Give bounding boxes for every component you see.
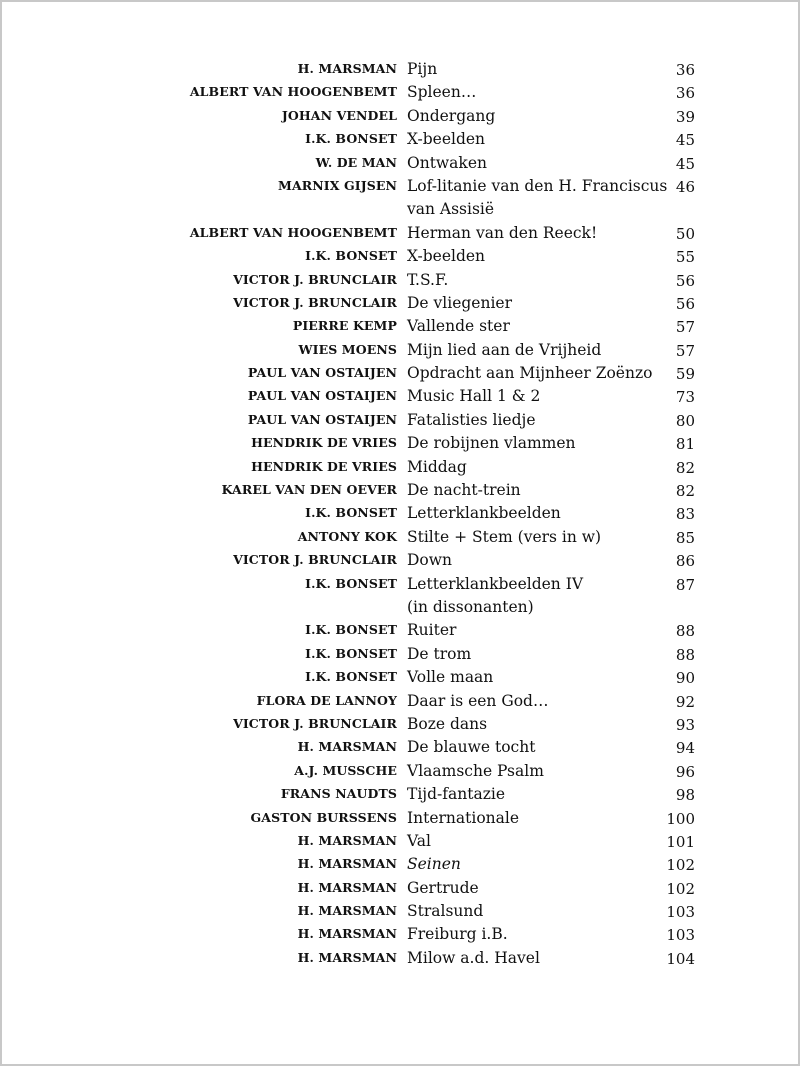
- toc-title: Seinen: [407, 855, 461, 874]
- toc-author: H. MARSMAN: [297, 739, 397, 755]
- toc-entry: [2, 175, 800, 222]
- toc-entry: [2, 339, 800, 362]
- toc-author: GASTON BURSSENS: [250, 809, 397, 825]
- toc-page-number: 80: [675, 411, 695, 430]
- toc-author: I.K. BONSET: [305, 131, 397, 147]
- toc-entry: [2, 58, 800, 81]
- toc-title: Middag: [407, 457, 467, 476]
- toc-page-number: 83: [675, 505, 695, 524]
- toc-page-number: 57: [675, 318, 695, 337]
- toc-title: Boze dans: [407, 714, 488, 733]
- toc-page-number: 46: [675, 177, 695, 196]
- toc-entry: [2, 619, 800, 642]
- toc-page-number: 100: [666, 809, 695, 828]
- toc-entry: [2, 105, 800, 128]
- toc-author: PAUL VAN OSTAIJEN: [247, 388, 397, 404]
- toc-title: T.S.F.: [407, 270, 449, 289]
- toc-page-number: 55: [675, 248, 695, 267]
- toc-title: Letterklankbeelden IV: [407, 574, 584, 593]
- toc-entry: [2, 409, 800, 432]
- toc-author: HENDRIK DE VRIES: [251, 435, 397, 451]
- toc-entry: [2, 666, 800, 689]
- toc-author: H. MARSMAN: [297, 903, 397, 919]
- toc-author: PAUL VAN OSTAIJEN: [247, 411, 397, 427]
- toc-title-continued: (in dissonanten): [407, 598, 534, 616]
- toc-author: VICTOR J. BRUNCLAIR: [233, 294, 397, 310]
- toc-entry: [2, 690, 800, 713]
- toc-author: I.K. BONSET: [305, 575, 397, 591]
- toc-title: Freiburg i.B.: [407, 925, 508, 944]
- toc-author: H. MARSMAN: [297, 61, 397, 76]
- toc-author: H. MARSMAN: [297, 949, 397, 965]
- toc-entry: [2, 783, 800, 806]
- toc-page-number: 87: [675, 575, 695, 594]
- toc-page-number: 50: [675, 224, 695, 243]
- toc-entry: [2, 853, 800, 876]
- toc-title: Ruiter: [407, 621, 457, 640]
- toc-page-number: 57: [675, 341, 695, 360]
- toc-entry: [2, 152, 800, 175]
- toc-author: ANTONY KOK: [297, 528, 397, 544]
- toc-title: De blauwe tocht: [407, 738, 536, 757]
- toc-entry: [2, 456, 800, 479]
- toc-title: Daar is een God…: [407, 691, 549, 710]
- toc-page-number: 56: [675, 271, 695, 290]
- toc-page-number: 81: [675, 435, 695, 454]
- toc-author: H. MARSMAN: [297, 879, 397, 895]
- toc-entry: [2, 877, 800, 900]
- toc-page-number: 82: [675, 458, 695, 477]
- toc-page-number: 56: [675, 294, 695, 313]
- toc-author: H. MARSMAN: [297, 832, 397, 848]
- toc-entry: [2, 760, 800, 783]
- toc-page-number: 92: [675, 692, 695, 711]
- toc-title: Lof-litanie van den H. Franciscus: [407, 176, 668, 195]
- toc-author: H. MARSMAN: [297, 856, 397, 872]
- toc-author: I.K. BONSET: [305, 645, 397, 661]
- toc-author: VICTOR J. BRUNCLAIR: [233, 552, 397, 568]
- toc-author: KAREL VAN DEN OEVER: [221, 482, 397, 498]
- toc-author: W. DE MAN: [315, 154, 397, 170]
- toc-title: Music Hall 1 & 2: [407, 387, 541, 406]
- toc-title: Down: [407, 551, 453, 570]
- toc-entry: [2, 385, 800, 408]
- toc-page-number: 102: [666, 856, 695, 875]
- toc-author: H. MARSMAN: [297, 926, 397, 942]
- toc-entry: [2, 502, 800, 525]
- toc-author: MARNIX GIJSEN: [278, 177, 397, 193]
- toc-page-number: 102: [666, 879, 695, 898]
- toc-entry: [2, 526, 800, 549]
- toc-page-number: 103: [666, 903, 695, 922]
- toc-page-number: 90: [675, 669, 695, 688]
- toc-author: HENDRIK DE VRIES: [251, 458, 397, 474]
- toc-entry: [2, 736, 800, 759]
- toc-title: Letterklankbeelden: [407, 504, 561, 523]
- toc-entry: [2, 830, 800, 853]
- toc-title-continued: van Assisië: [407, 200, 495, 219]
- toc-page-number: 103: [666, 926, 695, 945]
- toc-title: Internationale: [407, 808, 520, 827]
- toc-entry: [2, 713, 800, 736]
- toc-entry: [2, 643, 800, 666]
- toc-page-number: 93: [675, 715, 695, 734]
- toc-title: X-beelden: [407, 247, 486, 266]
- toc-entry: [2, 923, 800, 946]
- toc-title: Volle maan: [407, 668, 494, 687]
- toc-page-number: 88: [675, 622, 695, 641]
- toc-entry: [2, 479, 800, 502]
- toc-page-number: 59: [675, 365, 695, 384]
- toc-author: WIES MOENS: [298, 341, 397, 357]
- toc-entry: [2, 245, 800, 268]
- toc-author: VICTOR J. BRUNCLAIR: [233, 715, 397, 731]
- table-of-contents: [2, 58, 800, 970]
- toc-title: Val: [407, 831, 431, 850]
- toc-author: PIERRE KEMP: [292, 318, 397, 334]
- toc-page-number: 98: [675, 786, 695, 805]
- toc-page-number: 85: [675, 528, 695, 547]
- toc-entry: [2, 269, 800, 292]
- toc-title: Ontwaken: [407, 153, 487, 172]
- toc-entry: [2, 81, 800, 104]
- toc-page-number: 104: [666, 949, 695, 968]
- toc-entry: [2, 222, 800, 245]
- toc-author: JOHAN VENDEL: [281, 107, 397, 123]
- toc-author: I.K. BONSET: [305, 248, 397, 264]
- toc-page-number: 39: [675, 107, 695, 126]
- toc-entry: [2, 315, 800, 338]
- toc-page-number: 94: [675, 739, 695, 758]
- toc-author: ALBERT VAN HOOGENBEMT: [189, 84, 397, 100]
- toc-page-number: 45: [675, 154, 695, 173]
- toc-title: De vliegenier: [407, 293, 512, 312]
- toc-title: Stilte + Stem (vers in w): [407, 527, 602, 546]
- toc-author: I.K. BONSET: [305, 505, 397, 521]
- toc-page-number: 36: [675, 84, 695, 103]
- toc-entry: [2, 549, 800, 572]
- toc-entry: [2, 947, 800, 970]
- toc-title: Stralsund: [407, 902, 484, 921]
- toc-author: ALBERT VAN HOOGENBEMT: [189, 224, 397, 240]
- toc-title: Fatalisties liedje: [407, 410, 536, 429]
- toc-title: Tijd-fantazie: [407, 785, 505, 804]
- toc-entry: [2, 900, 800, 923]
- toc-title: Ondergang: [407, 106, 496, 125]
- toc-page-number: 96: [675, 762, 695, 781]
- toc-entry: [2, 128, 800, 151]
- toc-entry: [2, 292, 800, 315]
- toc-title: Milow a.d. Havel: [407, 948, 540, 967]
- toc-author: FLORA DE LANNOY: [256, 692, 397, 708]
- toc-author: PAUL VAN OSTAIJEN: [247, 365, 397, 381]
- toc-title: Vlaamsche Psalm: [407, 761, 544, 780]
- toc-page-number: 86: [675, 552, 695, 571]
- toc-entry: [2, 807, 800, 830]
- toc-author: I.K. BONSET: [305, 669, 397, 685]
- toc-title: Vallende ster: [407, 317, 510, 336]
- toc-title: De trom: [407, 644, 472, 663]
- toc-author: A.J. MUSSCHE: [294, 762, 397, 778]
- toc-page-number: 88: [675, 645, 695, 664]
- toc-title: Herman van den Reeck!: [407, 223, 598, 242]
- toc-entry: [2, 362, 800, 385]
- toc-author: I.K. BONSET: [305, 622, 397, 638]
- toc-title: Gertrude: [407, 878, 479, 897]
- toc-entry: [2, 432, 800, 455]
- toc-title: Pijn: [407, 60, 438, 78]
- toc-page-number: 82: [675, 482, 695, 501]
- toc-page-number: 73: [675, 388, 695, 407]
- toc-title: De nacht-trein: [407, 481, 521, 500]
- toc-page-number: 101: [666, 832, 695, 851]
- toc-title: Mijn lied aan de Vrijheid: [407, 340, 602, 359]
- toc-page-number: 45: [675, 131, 695, 150]
- toc-author: FRANS NAUDTS: [280, 786, 397, 802]
- toc-title: Spleen…: [407, 83, 477, 102]
- toc-entry: [2, 573, 800, 620]
- toc-page-number: 36: [675, 61, 695, 79]
- toc-title: X-beelden: [407, 130, 486, 149]
- toc-title: Opdracht aan Mijnheer Zoënzo: [407, 364, 653, 383]
- toc-author: VICTOR J. BRUNCLAIR: [233, 271, 397, 287]
- toc-title: De robijnen vlammen: [407, 434, 576, 453]
